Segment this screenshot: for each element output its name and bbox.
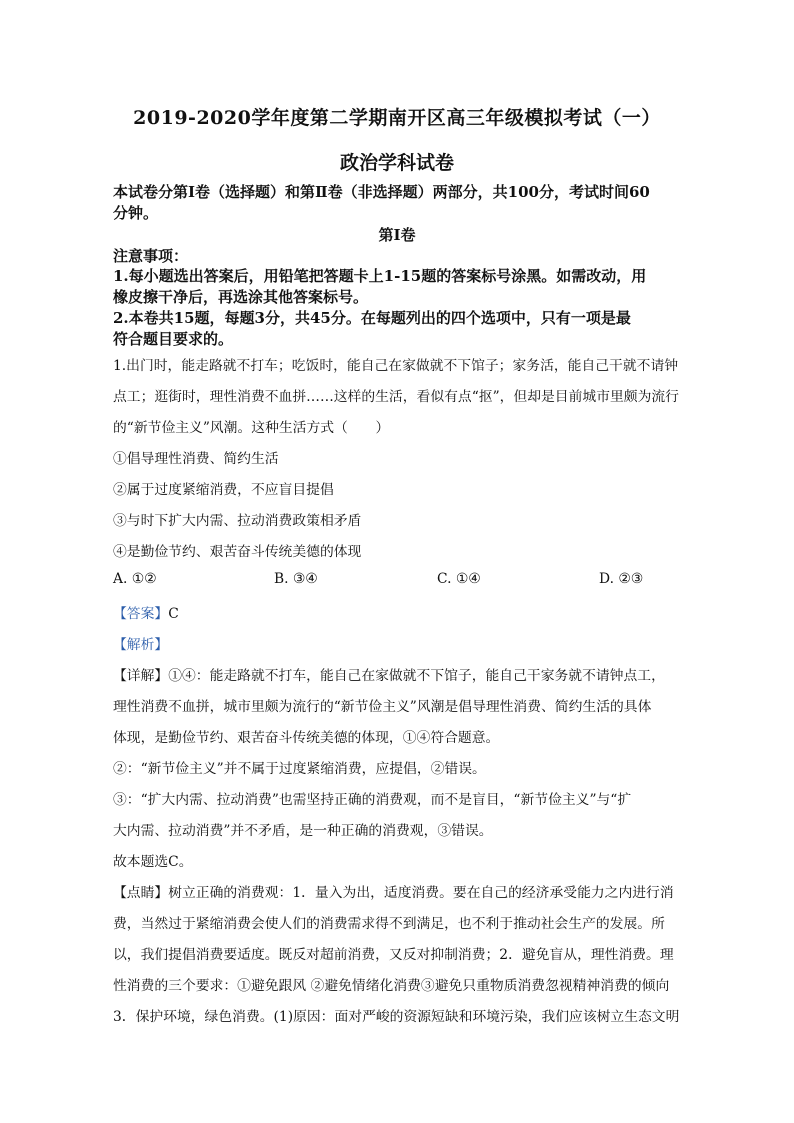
statement-4: ④是勤俭节约、艰苦奋斗传统美德的体现 <box>113 544 362 560</box>
notice-line-2a: 2.本卷共15题，每题3分，共45分。在每题列出的四个选项中，只有一项是最 <box>113 309 631 327</box>
notice-line-2b: 符合题目要求的。 <box>113 330 234 348</box>
statement-3: ③与时下扩大内需、拉动消费政策相矛盾 <box>113 513 362 529</box>
tip-line-3: 以，我们提倡消费要适度。既反对超前消费，又反对抑制消费；2．避免盲从，理性消费。理 <box>113 947 674 963</box>
tip-line-5: 3．保护环境，绿色消费。(1)原因：面对严峻的资源短缺和环境污染，我们应该树立生态文明 <box>113 1009 680 1025</box>
tip-tag: 【点睛】 <box>113 885 169 901</box>
answer-value: C <box>168 606 179 622</box>
option-b: B. ③④ <box>274 571 318 587</box>
tip-text-1: 树立正确的消费观：1．量入为出，适度消费。要在自己的经济承受能力之内进行消 <box>168 885 674 901</box>
option-d: D. ②③ <box>599 571 644 587</box>
detail-line-4: ②：“新节俭主义”并不属于过度紧缩消费，应提倡，②错误。 <box>113 761 486 777</box>
statement-2: ②属于过度紧缩消费，不应盲目提倡 <box>113 482 334 498</box>
statement-1: ①倡导理性消费、简约生活 <box>113 451 279 467</box>
question-stem-line-3: 的“新节俭主义”风潮。这种生活方式（ ） <box>113 420 390 436</box>
tip-line-2: 费，当然过于紧缩消费会使人们的消费需求得不到满足，也不利于推动社会生产的发展。所 <box>113 916 665 932</box>
analysis-line <box>113 633 685 653</box>
detail-line-2: 理性消费不血拼，城市里颇为流行的“新节俭主义”风潮是倡导理性消费、简约生活的具体 <box>113 699 652 715</box>
detail-line-6: 大内需、拉动消费”并不矛盾，是一种正确的消费观，③错误。 <box>113 823 493 839</box>
part-title: 第Ⅰ卷 <box>378 226 416 244</box>
answer-line <box>113 602 685 622</box>
exam-title: 2019-2020学年度第二学期南开区高三年级模拟考试（一） <box>133 107 661 129</box>
detail-line-3: 体现，是勤俭节约、艰苦奋斗传统美德的体现，①④符合题意。 <box>113 730 500 746</box>
option-c: C. ①④ <box>437 571 481 587</box>
exam-subtitle: 政治学科试卷 <box>339 152 454 174</box>
notice-title: 注意事项： <box>113 247 189 265</box>
intro-line-1: 本试卷分第Ⅰ卷（选择题）和第Ⅱ卷（非选择题）两部分，共100分，考试时间60 <box>113 183 650 201</box>
detail-line-1 <box>113 664 685 684</box>
question-stem-line-1: 1.出门时，能走路就不打车；吃饭时，能自己在家做就不下馆子；家务活，能自己干就不请钟 <box>113 358 679 374</box>
detail-line-5: ③：“扩大内需、拉动消费”也需坚持正确的消费观，而不是盲目，“新节俭主义”与“扩 <box>113 792 632 808</box>
detail-tag: 【详解】 <box>113 668 169 684</box>
tip-line-1 <box>113 881 685 901</box>
analysis-tag: 【解析】 <box>113 637 169 653</box>
notice-line-1b: 橡皮擦干净后，再选涂其他答案标号。 <box>113 288 369 306</box>
conclusion-line: 故本题选C。 <box>113 854 193 870</box>
detail-text-1: ①④：能走路就不打车，能自己在家做就不下馆子，能自己干家务就不请钟点工， <box>168 668 665 684</box>
intro-line-2: 分钟。 <box>113 204 159 222</box>
answer-tag: 【答案】 <box>113 606 169 622</box>
question-stem-line-2: 点工；逛街时，理性消费不血拼……这样的生活，看似有点“抠”，但却是目前城市里颇为流行 <box>113 389 679 405</box>
tip-line-4: 性消费的三个要求：①避免跟风 ②避免情绪化消费③避免只重物质消费忽视精神消费的倾向 <box>113 978 670 994</box>
notice-line-1a: 1.每小题选出答案后，用铅笔把答题卡上1-15题的答案标号涂黑。如需改动，用 <box>113 267 647 285</box>
option-a: A. ①② <box>113 571 157 587</box>
